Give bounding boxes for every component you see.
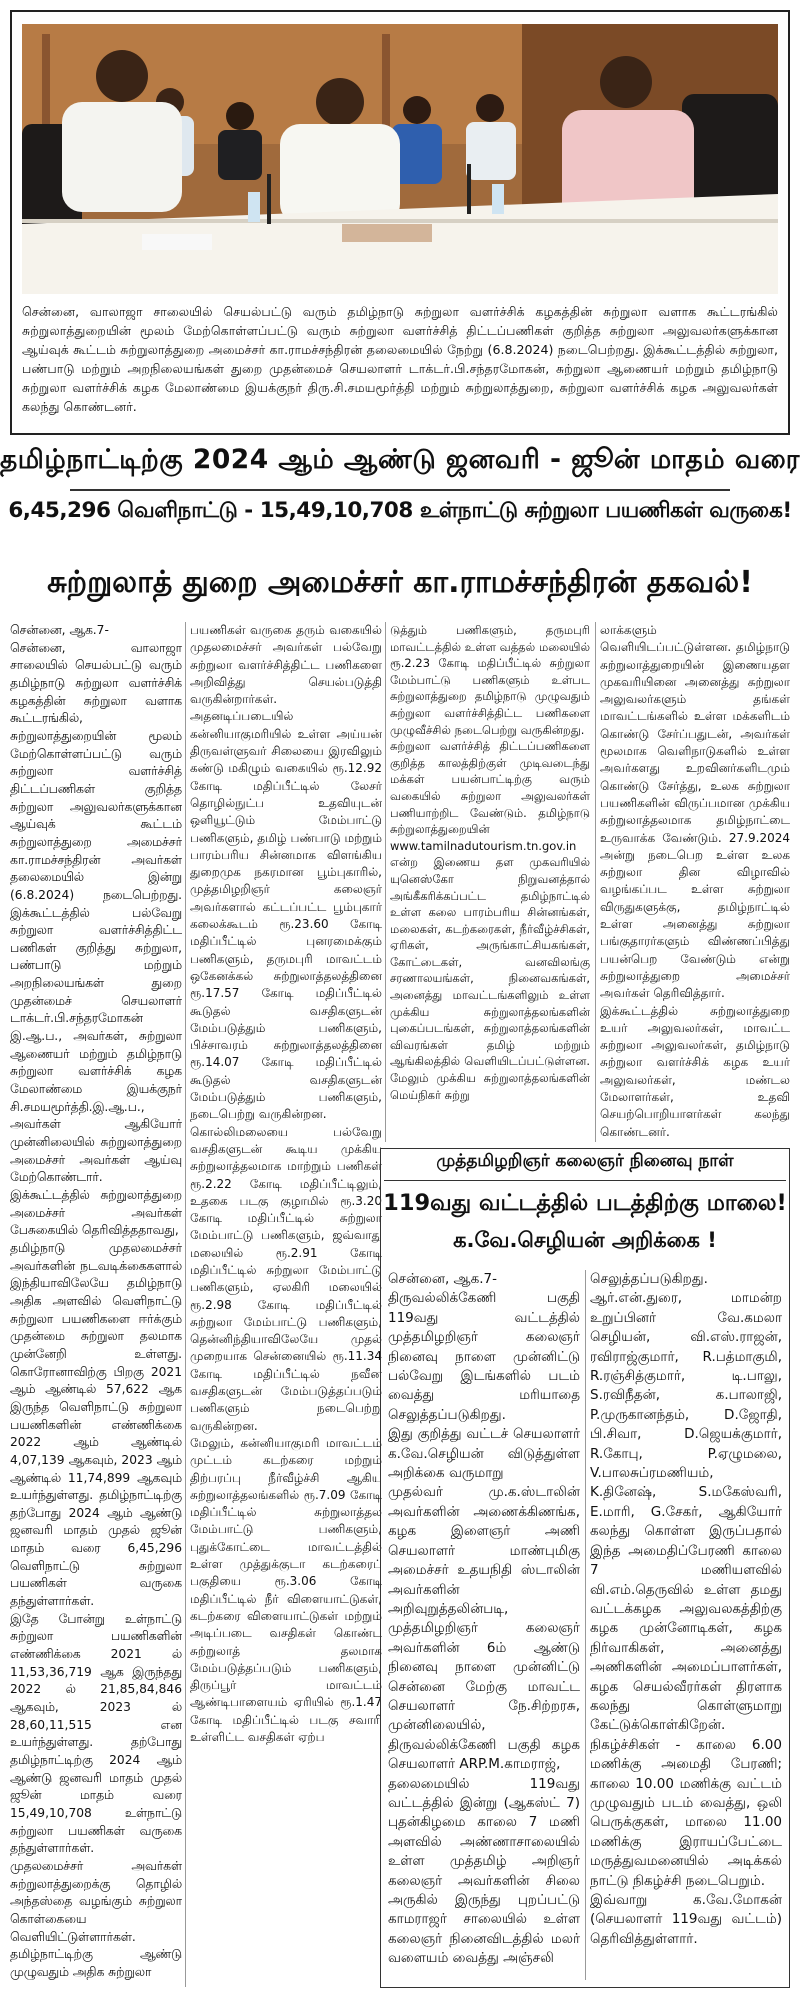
main-headline: 6,45,296 வெளிநாட்டு - 15,49,10,708 உள்நாட்டு சுற்றுலா பயணிகள் வருகை! xyxy=(8,498,792,523)
article-column-4: லாக்களும் வெளியிடப்பட்டுள்ளன. தமிழ்நாடு சுற்றுலாத்துறையின் இணையதள முகவரியினை அனைத்து சுற்றுலா அலுவலர்களும் தங்கள் மாவட்டங்களில் உள்ள மக்களிடம் கொண்டு சேர்ப்பதுடன், அவர்கள் மூலமாக வெளிநாடுகளில் உள்ள அவர்களது உறவினர்களிடமும் கொண்டு சேர்த்து, உலக சுற்றுலா பயணிகளின் விருப்பமான முக்கிய சுற்றுலாத்தலமாக தமிழ்நாட்டை உருவாக்க வேண்டும். 27.9.2024 அன்று நடைபெற உள்ள உலக சுற்றுலா தின விழாவில் வழங்கப்பட உள்ள சுற்றுலா விருதுகளுக்கு, தமிழ்நாட்டில் உள்ள அனைத்து சுற்றுலா பங்குதாரர்களும் விண்ணப்பித்து பயன்பெற வேண்டும் என்று சுற்றுலாத்துறை அமைச்சர் அவர்கள் தெரிவித்தார். இக்கூட்டத்தில் சுற்றுலாத்துறை உயர் அலுவலர்கள், மாவட்ட சுற்றுலா அலுவலர்கள், தமிழ்நாடு சுற்றுலா வளர்ச்சிக் கழக உயர் அலுவலர்கள், மண்டல மேலாளர்கள், உதவி செயற்பொறியாளர்கள் கலந்து கொண்டனர். xyxy=(600,623,790,1139)
kicker-underline xyxy=(70,489,730,491)
column-divider xyxy=(595,622,596,1142)
column-divider xyxy=(185,622,186,1987)
headline-kicker: தமிழ்நாட்டிற்கு 2024 ஆம் ஆண்டு ஜனவரி - ஜூன் மாதம் வரை xyxy=(0,444,800,475)
secondary-story-column-1: சென்னை, ஆக.7- திருவல்லிக்கேணி பகுதி 119வது வட்டத்தில் முத்தமிழறிஞர் கலைஞர் நினைவு நாளை முன்னிட்டு பல்வேறு இடங்களில் படம் வைத்து மரியாதை செலுத்தப்படுகிறது. இது குறித்து வட்டச் செயலாளர் க.வே.செழியன் விடுத்துள்ள அறிக்கை வருமாறு முதல்வர் மு.க.ஸ்டாலின் அவர்களின் அணைக்கிணங்க, கழக இளைஞர் அணி செயலாளர் மாண்புமிகு அமைச்சர் உதயநிதி ஸ்டாலின் அவர்களின் அறிவுறுத்தலின்படி, முத்தமிழறிஞர் கலைஞர் அவர்களின் 6ம் ஆண்டு நினைவு நாளை முன்னிட்டு சென்னை மேற்கு மாவட்ட செயலாளர் நே.சிற்றரசு, முன்னிலையில், திருவல்லிக்கேணி பகுதி கழக செயலாளர் ARP.M.காமராஜ், தலைமையில் 119வது வட்டத்தில் இன்று (ஆகஸ்ட் 7) புதன்கிழமை காலை 7 மணி அளவில் அண்ணாசாலையில் உள்ள முத்தமிழ் அறிஞர் கலைஞர் அவர்களின் சிலை அருகில் இருந்து புறப்பட்டு காமராஜர் சாலையில் உள்ள கலைஞர் நினைவிடத்தில் மலர் வளையம் வைத்து அஞ்சலி xyxy=(388,1271,580,1967)
article-column-1: சென்னை, ஆக.7- சென்னை, வாலாஜா சாலையில் செயல்பட்டு வரும் தமிழ்நாடு சுற்றுலா வளர்ச்சிக் கழகத்தின் சுற்றுலா வளாக கூட்டரங்கில், சுற்றுலாத்துறையின் மூலம் மேற்கொள்ளப்பட்டு வரும் சுற்றுலா வளர்ச்சித் திட்டப்பணிகள் குறித்த சுற்றுலா அலுவலர்களுக்கான ஆய்வுக் கூட்டம் சுற்றுலாத்துறை அமைச்சர் கா.ராமச்சந்திரன் அவர்கள் தலைமையில் இன்று (6.8.2024) நடைபெற்றது. இக்கூட்டத்தில் பல்வேறு சுற்றுலா வளர்ச்சித்திட்ட பணிகள் குறித்து சுற்றுலா, பண்பாடு மற்றும் அறநிலையங்கள் துறை முதன்மைச் செயலாளர் டாக்டர்.பி.சந்தரமோகன் இ.ஆ.ப., அவர்கள், சுற்றுலா ஆணையர் மற்றும் தமிழ்நாடு சுற்றுலா வளர்ச்சிக் கழக மேலாண்மை இயக்குநர் சி.சமயமூர்த்தி.இ.ஆ.ப., அவர்கள் ஆகியோர் முன்னிலையில் சுற்றுலாத்துறை அமைச்சர் அவர்கள் ஆய்வு மேற்கொண்டார். இக்கூட்டத்தில் சுற்றுலாத்துறை அமைச்சர் அவர்கள் பேசுகையில் தெரிவித்ததாவது, தமிழ்நாடு முதலமைச்சர் அவர்களின் நடவடிக்கைகளால் இந்தியாவிலேயே தமிழ்நாடு அதிக அளவில் வெளிநாட்டு சுற்றுலா பயணிகளை ஈர்க்கும் முதன்மை சுற்றுலா தலமாக முன்னேறி உள்ளது. கொரோனாவிற்கு பிறகு 2021 ஆம் ஆண்டில் 57,622 ஆக இருந்த வெளிநாட்டு சுற்றுலா பயணிகளின் எண்ணிக்கை 2022 ஆம் ஆண்டில் 4,07,139 ஆகவும், 2023 ஆம் ஆண்டில் 11,74,899 ஆகவும் உயர்ந்துள்ளது. தமிழ்நாட்டிற்கு தற்போது 2024 ஆம் ஆண்டு ஜனவரி மாதம் முதல் ஜூன் மாதம் வரை 6,45,296 வெளிநாட்டு சுற்றுலா பயணிகள் வருகை தந்துள்ளார்கள். இதே போன்று உள்நாட்டு சுற்றுலா பயணிகளின் எண்ணிக்கை 2021 ல் 11,53,36,719 ஆக இருந்தது 2022 ல் 21,85,84,846 ஆகவும், 2023 ல் 28,60,11,515 என உயர்ந்துள்ளது. தற்போது தமிழ்நாட்டிற்கு 2024 ஆம் ஆண்டு ஜனவரி மாதம் முதல் ஜூன் மாதம் வரை 15,49,10,708 உள்நாட்டு சுற்றுலா பயணிகள் வருகை தந்துள்ளார்கள். முதலமைச்சர் அவர்கள் சுற்றுலாத்துறைக்கு தொழில் அந்தஸ்தை வழங்கும் சுற்றுலா கொள்கையை வெளியிட்டுள்ளார்கள். தமிழ்நாட்டிற்கு ஆண்டு முழுவதும் அதிக சுற்றுலா xyxy=(10,623,182,1979)
article-column-3: டுத்தும் பணிகளும், தருமபுரி மாவட்டத்தில் உள்ள வத்தல் மலையில் ரூ.2.23 கோடி மதிப்பீட்டில் சுற்றுலா மேம்பாட்டு பணிகளும் உள்பட சுற்றுலாத்துறை தமிழ்நாடு முழுவதும் சுற்றுலா வளர்ச்சித்திட்ட பணிகளை முழுவீச்சில் நடைபெற்று வருகின்றது. சுற்றுலா வளர்ச்சித் திட்டப்பணிகளை குறித்த காலத்திற்குள் முடிவடைந்து மக்கள் பயன்பாட்டிற்கு வரும் வகையில் சுற்றுலா அலுவலர்கள் பணியாற்றிட வேண்டும். தமிழ்நாடு சுற்றுலாத்துறையின் www.tamilnadutourism.tn.gov.in என்ற இணைய தள முகவரியில் யுனெஸ்கோ நிறுவனத்தால் அங்கீகரிக்கப்பட்ட தமிழ்நாட்டில் உள்ள கலை பாரம்பரிய சின்னங்கள், மலைகள், கடற்கரைகள், நீர்வீழ்ச்சிகள், ஏரிகள், அருங்காட்சியகங்கள், கோட்டைகள், வனவிலங்கு சரணாலயங்கள், நினைவகங்கள், அனைத்து மாவட்டங்களிலும் உள்ள முக்கிய சுற்றுலாத்தலங்களின் புகைப்படங்கள், சுற்றுலாத்தலங்களின் விவரங்கள் தமிழ் மற்றும் ஆங்கிலத்தில் வெளியிடப்பட்டுள்ளன. மேலும் முக்கிய சுற்றுலாத்தலங்களின் மெய்நிகர் சுற்று xyxy=(390,623,590,1102)
meeting-photo xyxy=(22,24,778,294)
secondary-story-headline: 119வது வட்டத்தில் படத்திற்கு மாலை! xyxy=(383,1190,787,1216)
column-divider xyxy=(585,1270,586,1980)
photo-caption-frame xyxy=(10,10,790,435)
secondary-story-column-2: செலுத்தப்படுகிறது. ஆர்.என்.துரை, மாமன்ற உறுப்பினர் வே.கமலா செழியன், வி.எஸ்.ராஜன், ரவிராஜ்குமார், R.பத்மாகுமி, R.ரஞ்சித்குமார், டி.பாலு, S.ரவிநீதன், க.பாலாஜி, P.முருகானந்தம், D.ஜோதி, பி.சிவா, D.ஜெயக்குமார், R.கோபு, P.ஏழுமலை, V.பாலசுப்ரமணியம், K.தினேஷ், S.மகேஸ்வரி, E.மாரி, G.சேகர், ஆகியோர் கலந்து கொள்ள இருப்பதால் இந்த அமைதிப்பேரணி காலை 7 மணியளவில் வி.எம்.தெருவில் உள்ள தமது வட்டக்கழக அலுவலகத்திற்கு கழக முன்னோடிகள், கழக நிர்வாகிகள், அனைத்து அணிகளின் அமைப்பாளர்கள், கழக செயல்வீரர்கள் திரளாக கலந்து கொள்ளுமாறு கேட்டுக்கொள்கிறேன். நிகழ்ச்சிகள் - காலை 6.00 மணிக்கு அமைதி பேரணி; காலை 10.00 மணிக்கு வட்டம் முழுவதும் படம் வைத்து, ஒலி பெருக்குகள், மாலை 11.00 மணிக்கு இராயப்பேட்டை மருத்துவமனையில் அடிக்கல் நாட்டு நிகழ்ச்சி நடைபெறும். இவ்வாறு க.வே.மோகன் (செயலாளர் 119வது வட்டம்) தெரிவித்துள்ளார். xyxy=(590,1271,782,1947)
secondary-story-subhead: க.வே.செழியன் அறிக்கை ! xyxy=(453,1228,717,1252)
article-column-2: பயணிகள் வருகை தரும் வகையில் முதலமைச்சர் அவர்கள் பல்வேறு சுற்றுலா வளர்ச்சித்திட்ட பணிகளை அறிவித்து செயல்படுத்தி வருகின்றார்கள். அதனடிப்படையில் கன்னியாகுமரியில் உள்ள அய்யன் திருவள்ளுவர் சிலையை இரவிலும் கண்டு மகிழும் வகையில் ரூ.12.92 கோடி மதிப்பீட்டில் லேசர் தொழில்நுட்ப உதவியுடன் ஒளியூட்டும் மேம்பாட்டு பணிகளும், தமிழ் பண்பாடு மற்றும் பாரம்பரிய சின்னமாக விளங்கிய துறைமுக நகரமான பூம்புகாரில், முத்தமிழறிஞர் கலைஞர் அவர்களால் கட்டப்பட்ட பூம்புகார் கலைக்கூடம் ரூ.23.60 கோடி மதிப்பீட்டில் புனரமைக்கும் பணிகளும், தருமபுரி மாவட்டம் ஒகேனக்கல் சுற்றுலாத்தலத்தினை ரூ.17.57 கோடி மதிப்பீட்டில் கூடுதல் வசதிகளுடன் மேம்படுத்தும் பணிகளும், பிச்சாவரம் சுற்றுலாத்தலத்தினை ரூ.14.07 கோடி மதிப்பீட்டில் கூடுதல் வசதிகளுடன் மேம்படுத்தும் பணிகளும், நடைபெற்று வருகின்றன. கொல்லிமலையை பல்வேறு வசதிகளுடன் கூடிய முக்கிய சுற்றுலாத்தலமாக மாற்றும் பணிகள் ரூ.2.22 கோடி மதிப்பீட்டிலும், உதகை படகு குழாமில் ரூ.3.20 கோடி மதிப்பீட்டில் சுற்றுலா மேம்பாட்டு பணிகளும், ஜவ்வாது மலையில் ரூ.2.91 கோடி மதிப்பீட்டில் சுற்றுலா மேம்பாட்டு பணிகளும், ஏலகிரி மலையில் ரூ.2.98 கோடி மதிப்பீட்டில் சுற்றுலா மேம்பாட்டு பணிகளும், தென்னிந்தியாவிலேயே முதல் முறையாக சென்னையில் ரூ.11.34 கோடி மதிப்பீட்டில் நவீன வசதிகளுடன் மேம்படுத்தப்படும் பணிகளும் நடைபெற்று வருகின்றன. மேலும், கன்னியாகுமரி மாவட்டம் முட்டம் கடற்கரை மற்றும் திற்பரப்பு நீர்வீழ்ச்சி ஆகிய சுற்றுலாத்தலங்களில் ரூ.7.09 கோடி மதிப்பீட்டில் சுற்றுலாத்தல மேம்பாட்டு பணிகளும், புதுக்கோட்டை மாவட்டத்தில் உள்ள முத்துக்குடா கடற்கரைப் பகுதியை ரூ.3.06 கோடி மதிப்பீட்டில் நீர் விளையாட்டுகள், கடற்கரை விளையாட்டுகள் மற்றும் அடிப்படை வசதிகள் கொண்ட சுற்றுலாத் தலமாக மேம்படுத்தப்படும் பணிகளும், திருப்பூர் மாவட்டம் ஆண்டிபாளையம் ஏரியில் ரூ.1.47 கோடி மதிப்பீட்டில் படகு சவாரி உள்ளிட்ட வசதிகள் ஏற்ப xyxy=(190,623,382,1744)
sub-headline: சுற்றுலாத் துறை அமைச்சர் கா.ராமச்சந்திரன் தகவல்! xyxy=(47,565,753,600)
meeting-photo-illustration xyxy=(22,24,778,294)
photo-caption: சென்னை, வாலாஜா சாலையில் செயல்பட்டு வரும் தமிழ்நாடு சுற்றுலா வளர்ச்சிக் கழகத்தின் சுற்றுலா வளாக கூட்டரங்கில் சுற்றுலாத்துறையின் மூலம் மேற்கொள்ளப்பட்டு வரும் சுற்றுலா வளர்ச்சித் திட்டப்பணிகள் குறித்த சுற்றுலா அலுவலர்களுக்கான ஆய்வுக் கூட்டம் சுற்றுலாத்துறை அமைச்சர் கா.ராமச்சந்திரன் தலைமையில் நேற்று (6.8.2024) நடைபெற்றது. இக்கூட்டத்தில் சுற்றுலா, பண்பாடு மற்றும் அறநிலையங்கள் துறை முதன்மைச் செயலாளர் டாக்டர்.பி.சந்தரமோகன், சுற்றுலா ஆணையர் மற்றும் தமிழ்நாடு சுற்றுலா வளர்ச்சிக் கழக மேலாண்மை இயக்குநர் திரு.சி.சமயமூர்த்தி மற்றும் சுற்றுலாத்துறை, சுற்றுலா வளர்ச்சிக் கழக அலுவலர்கள் கலந்து கொண்டனர். xyxy=(22,304,778,414)
secondary-kicker-rule xyxy=(384,1180,786,1181)
column-divider xyxy=(385,622,386,1142)
secondary-story-kicker: முத்தமிழறிஞர் கலைஞர் நினைவு நாள் xyxy=(436,1151,734,1171)
